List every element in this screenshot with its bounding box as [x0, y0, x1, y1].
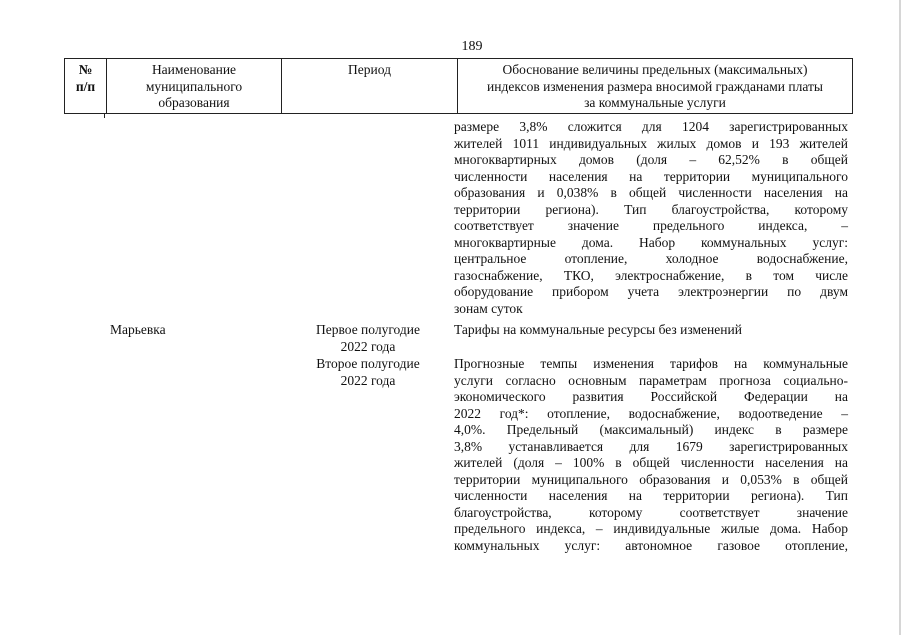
text-line: многоквартирных домов (доля – 62,52% в общей [454, 152, 848, 167]
text-line: жителей 1011 индивидуальных жилых домов и 193 жителей [454, 135, 848, 151]
text-line: территории региона). Тип благоустройства, которому [454, 201, 848, 217]
basis-second-half [454, 356, 848, 554]
text-line: соответствует значение предельного индекса, – [454, 218, 848, 233]
header-period: Период [281, 59, 457, 113]
period-first-half: Первое полугодие 2022 года [316, 322, 420, 354]
text-line: численности населения на территории муниципального [454, 168, 848, 184]
continuation-text [454, 119, 848, 317]
text-line: 4,0%. Предельный (максимальный) индекс в размере [454, 422, 848, 437]
text-line: Тарифы на коммунальные ресурсы без изменений [454, 322, 742, 337]
text-line: экономического развития Российской Федерации на [454, 389, 848, 404]
text-line: услуги согласно основным параметрам прогноза социально- [454, 372, 848, 388]
text-line: жителей (доля – 100% в общей численности населения на [454, 455, 848, 470]
text-line: многоквартирные дома. Набор коммунальных услуг: [454, 234, 848, 250]
header-basis: Обоснование величины предельных (максимальных) индексов изменения размера вносимой гражданами платы за коммунальные услуги [457, 59, 852, 113]
basis-first-half [454, 322, 848, 339]
period-second-half: Второе полугодие 2022 года [316, 356, 420, 388]
header-municipality-name: Наименование муниципального образования [106, 59, 281, 113]
text-line: зонам суток [454, 300, 523, 316]
text-line: численности населения на территории региона). Тип [454, 488, 848, 503]
header-number: № п/п [75, 62, 96, 94]
text-line: образования и 0,038% в общей численности населения на [454, 185, 848, 200]
text-line: газоснабжение, ТКО, электроснабжение, в том числе [454, 267, 848, 283]
text-line: 3,8% устанавливается для 1679 зарегистрированных [454, 438, 848, 454]
text-line: оборудование прибором учета электроэнергии по двум [454, 284, 848, 299]
table-border-stub [104, 114, 105, 118]
text-line: предельного индекса, – индивидуальные жилые дома. Набор [454, 521, 848, 536]
text-line: центральное отопление, холодное водоснабжение, [454, 251, 848, 266]
text-line: Прогнозные темпы изменения тарифов на коммунальные [454, 356, 848, 371]
municipality-name: Марьевка [110, 322, 166, 337]
text-line: благоустройства, которому соответствует значение [454, 504, 848, 520]
text-line: территории муниципального образования и 0,053% в общей [454, 471, 848, 487]
page-number: 189 [461, 39, 483, 54]
scan-edge [899, 0, 901, 635]
table-header [64, 58, 853, 114]
text-line: коммунальных услуг: автономное газовое отопление, [454, 537, 848, 553]
text-line: размере 3,8% сложится для 1204 зарегистрированных [454, 119, 848, 134]
text-line: 2022 год*: отопление, водоснабжение, водоотведение – [454, 405, 848, 421]
